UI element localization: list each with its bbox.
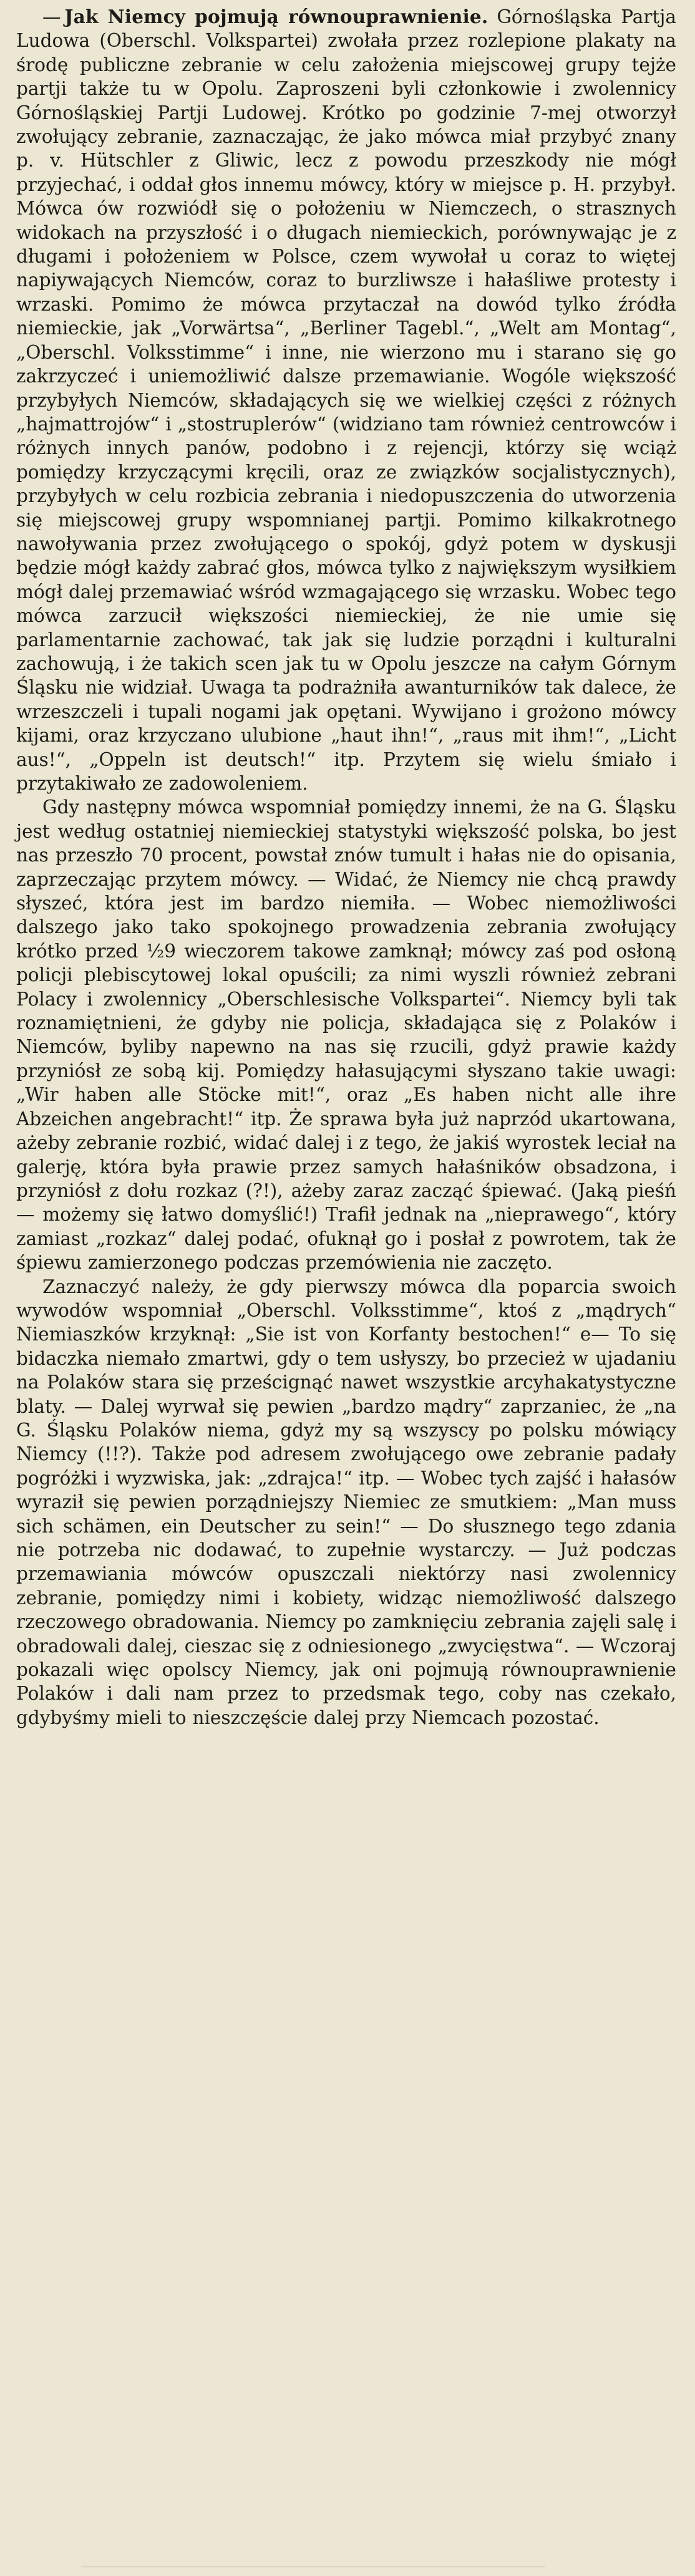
column-bottom-rule <box>81 2567 545 2576</box>
article-headline: Jak Niemcy pojmują równouprawnienie. <box>64 6 488 27</box>
article-paragraph-3: Zaznaczyć należy, że gdy pierwszy mówca dla poparcia swoich wywodów wspomniał „Oberschl. Volksstimme“, ktoś z „mądrych“ Niemiaszków krzyknął: „Sie ist von Korfanty bestochen!“ e— To się bidaczka niemało zmartwi, gdy o tem usłyszy, bo przecież w ujadaniu na Polaków stara się prześcignąć nawet wszystkie arcyhakatystyczne blaty. — Dalej wyrwał się pewien „bardzo mądry“ zaprzaniec, że „na G. Śląsku Polaków niema, gdyż my są wszyscy po polsku mówiący Niemcy (!!?). Także pod adresem zwołującego owe zebranie padały pogróżki i wyzwiska, jak: „zdrajca!“ itp. — Wobec tych zajść i hałasów wyraził się pewien porządniejszy Niemiec ze smutkiem: „Man muss sich schämen, ein Deutscher zu sein!“ — Do słusznego tego zdania nie potrzeba nic dodawać, to zupełnie wystarczy. — Już podczas przemawiania mówców opuszczali niektórzy nasi zwolennicy zebranie, pomiędzy nimi i kobiety, widząc niemożliwość dalszego rzeczowego obradowania. Niemcy po zamknięciu zebrania zajęli salę i obradowali dalej, cieszac się z odniesionego „zwycięstwa“. — Wczoraj pokazali więc opolscy Niemcy, jak oni pojmują równouprawnienie Polaków i dali nam przez to przedsmak tego, coby nas czekało, gdybyśmy mieli to nieszczęście dalej przy Niemcach pozostać. <box>16 1276 676 1728</box>
article-paragraph-1 <box>16 5 676 795</box>
article-paragraph-1-text: Górnośląska Partja Ludowa (Oberschl. Volkspartei) zwołała przez rozlepione plakaty na środę publiczne zebranie w celu założenia miejscowej grupy tejże partji także tu w Opolu. Zaproszeni byli członkowie i zwolennicy Górnośląskiej Partji Ludowej. Krótko po godzinie 7-mej otworzył zwołujący zebranie, zaznaczając, że jako mówca miał przybyć znany p. v. Hütschler z Gliwic, lecz z powodu przeszkody nie mógł przyjechać, i oddał głos innemu mówcy, który w miejsce p. H. przybył. Mówca ów rozwiódł się o położeniu w Niemczech, o strasznych widokach na przyszłość i o długach niemieckich, porównywając je z długami i położeniem w Polsce, czem wywołał u coraz to więtej napiywających Niemców, coraz to burzliwsze i hałaśliwe protesty i wrzaski. Pomimo że mówca przytaczał na dowód tylko źródła niemieckie, jak „Vorwärtsa“, „Berliner Tagebl.“, „Welt am Montag“, „Oberschl. Volksstimme“ i inne, nie wierzono mu i starano się go zakrzyczeć i uniemożliwić dalsze przemawianie. Wogóle większość przybyłych Niemców, składających się we wielkiej części z różnych „hajmattrojów“ i „stostruplerów“ (widziano tam również centrowców i różnych innych panów, podobno i z rejencji, którzy się wciąż pomiędzy krzyczącymi kręcili, oraz ze związków socjalistycznych), przybyłych w celu rozbicia zebrania i niedopuszczenia do utworzenia się miejscowej grupy wspomnianej partji. Pomimo kilkakrotnego nawoływania przez zwołującego o spokój, gdyż potem w dyskusji będzie mógł każdy zabrać głos, mówca tylko z największym wysiłkiem mógł dalej przemawiać wśród wzmagającego się wrzasku. Wobec tego mówca zarzucił większości niemieckiej, że nie umie się parlamentarnie zachować, tak jak się ludzie porządni i kulturalni zachowują, i że takich scen jak tu w Opolu jeszcze na całym Górnym Śląsku nie widział. Uwaga ta podrażniła awanturników tak dalece, że wrzeszczeli i tupali nogami jak opętani. Wywijano i grożono mówcy kijami, oraz krzyczano ulubione „haut ihn!“, „raus mit ihm!“, „Licht aus!“, „Oppeln ist deutsch!“ itp. Przytem się wielu śmiało i przytakiwało ze zadowoleniem. <box>16 6 677 794</box>
headline-dash: — <box>42 6 61 27</box>
article-paragraph-2: Gdy następny mówca wspomniał pomiędzy innemi, że na G. Śląsku jest według ostatniej niemieckiej statystyki większość polska, bo jest nas przeszło 70 procent, powstał znów tumult i hałas nie do opisania, zaprzeczając przytem mówcy. — Widać, że Niemcy nie chcą prawdy słyszeć, która jest im bardzo niemiła. — Wobec niemożliwości dalszego jako tako spokojnego prowadzenia zebrania zwołujący krótko przed ½9 wieczorem takowe zamknął; mówcy zaś pod osłoną policji plebiscytowej lokal opuścili; za nimi wyszli również zebrani Polacy i zwolennicy „Oberschlesische Volkspartei“. Niemcy byli tak roznamiętnieni, że gdyby nie policja, składająca się z Polaków i Niemców, byliby napewno na nas się rzucili, gdyż prawie każdy przyniósł ze sobą kij. Pomiędzy hałasującymi słyszano takie uwagi: „Wir haben alle Stöcke mit!“, oraz „Es haben nicht alle ihre Abzeichen angebracht!“ itp. Że sprawa była już naprzód ukartowana, ażeby zebranie rozbić, widać dalej i z tego, że jakiś wyrostek leciał na galerję, która była prawie przez samych hałaśników obsadzona, i przyniósł z dołu rozkaz (?!), ażeby zaraz zacząć śpiewać. (Jaką pieśń — możemy się łatwo domyślić!) Trafił jednak na „nieprawego“, który zamiast „rozkaz“ dalej podać, ofuknął go i posłał z powrotem, tak że śpiewu zamierzonego podczas przemówienia nie zaczęto. <box>16 797 676 1274</box>
